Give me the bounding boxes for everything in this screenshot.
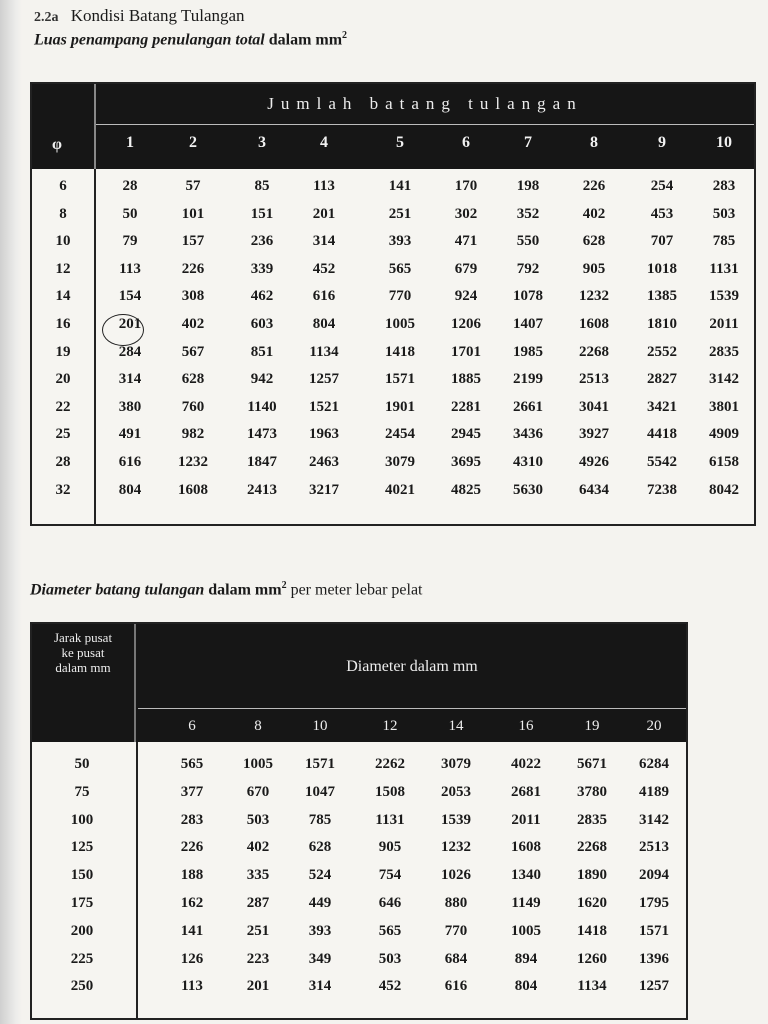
table1-cell: 8042 [709,481,739,498]
table2-cell: 1539 [441,811,471,828]
table2-cell: 1571 [639,922,669,939]
table1-cell: 3695 [451,454,481,470]
table1-row-diameter: 12 [55,260,71,277]
table1-row-diameter: 6 [59,178,67,194]
table1-cell: 4021 [385,481,415,498]
table1-column-header: 7 [524,134,532,151]
table1-cell: 1521 [309,398,339,415]
table2-cell: 1005 [243,756,273,772]
table2-cell: 1795 [639,895,669,911]
table1-corner-cell [32,84,96,169]
table1-cell: 2199 [513,371,543,388]
table2-row-spacing: 250 [70,978,94,995]
table1-cell: 2011 [709,316,739,332]
table2-cell: 770 [444,922,468,939]
table2-cell: 785 [308,811,332,828]
table2-cell: 1260 [577,950,607,967]
table1-cell: 804 [118,481,142,498]
table2-caption-rest: per meter lebar pelat [290,581,423,599]
table1-caption-sup: 2 [342,30,348,41]
table1-cell: 3801 [709,398,739,415]
table1-cell: 567 [181,343,205,360]
table1-column-header: 3 [258,134,266,151]
table1-cell: 628 [181,371,205,388]
table1-cell: 792 [516,260,540,277]
table1-cell: 1810 [647,316,677,332]
table1-caption-italic: Luas penampang penulangan total [34,31,265,49]
table1-cell: 616 [312,288,336,305]
table1-cell: 785 [712,233,736,250]
table2-cell: 1047 [305,783,335,800]
table1-cell: 4909 [709,426,739,443]
table2-column-header: 6 [188,718,196,734]
table1-cell: 4310 [513,454,543,470]
table2-row-spacing: 150 [70,867,94,884]
table2-cell: 283 [180,811,204,828]
table2-cell: 402 [246,839,270,856]
table1-cell: 283 [712,178,736,194]
table1-cell: 402 [181,316,205,332]
table2-cell: 5671 [577,756,607,772]
table1-cell: 226 [582,178,606,194]
table1-cell: 2661 [513,398,543,415]
table2-column-header: 19 [584,718,600,734]
table2-cell: 393 [308,922,332,939]
table2-cell: 2681 [511,783,541,800]
table2-cell: 1005 [511,922,541,939]
table1-cell: 251 [388,205,412,222]
table1-cell: 7238 [647,481,677,498]
table2-row-spacing: 225 [70,950,94,967]
table1-cell: 4926 [579,454,609,470]
section-heading [34,6,245,28]
table1-cell: 339 [250,260,274,277]
table1-cell: 3927 [579,426,609,443]
table1-cell: 226 [181,260,205,277]
table1-cell: 79 [122,233,138,250]
table1-cell: 4825 [451,481,481,498]
table2-cell: 905 [378,839,402,856]
table1-cell: 1701 [451,343,481,360]
table1-cell: 5542 [647,454,677,470]
table1-cell: 1963 [309,426,339,443]
table1-cell: 5630 [513,481,543,498]
table2-cell: 804 [514,978,538,995]
table2-cell: 1340 [511,867,541,884]
table1-span-header: Jumlah batang tulangan [267,94,583,113]
table2-cell: 314 [308,978,332,995]
table1-cell: 154 [118,288,142,305]
table1-cell: 707 [650,233,674,250]
table1-cell: 380 [118,398,142,415]
table1-cell: 2513 [579,371,609,388]
table1-cell: 2454 [385,426,415,443]
table1-cell: 3079 [385,454,415,470]
table1-cell: 141 [388,178,412,194]
table2-cell: 6284 [639,756,669,772]
table1-caption [34,30,347,49]
table1-column-header: 8 [590,134,598,151]
table2-row-spacing: 200 [70,922,94,939]
table2-cell: 126 [180,950,204,967]
table2-cell: 2011 [511,811,541,828]
page-edge-shadow [0,0,22,1024]
table2-column-header: 20 [646,718,662,734]
table2-cell: 3142 [639,811,669,828]
table1-cell: 1134 [309,343,339,360]
table1-cell: 2413 [247,481,277,498]
spacing-header-line: Jarak pusat [53,630,113,645]
table2-cell: 1026 [441,867,471,884]
table1-cell: 302 [454,205,478,222]
table2-cell: 162 [180,895,204,911]
spacing-header-line: ke pusat [61,645,105,660]
table1-cell: 452 [312,260,336,277]
table1-row-diameter: 8 [59,205,67,222]
table2-cell: 452 [378,978,402,995]
table1-cell: 201 [118,316,142,332]
table1-cell: 3217 [309,481,339,498]
table2-cell: 2268 [577,839,607,856]
table2-cell: 3079 [441,756,471,772]
table1-cell: 1407 [513,316,543,332]
table1-cell: 603 [250,316,274,332]
table1-column-divider [94,169,96,524]
table2-cell: 2262 [375,756,405,772]
table1-cell: 1131 [709,260,739,277]
table1-cell: 2945 [451,426,481,443]
table1-cell: 471 [454,233,478,250]
table1-cell: 101 [181,205,205,222]
table1-cell: 1257 [309,371,339,388]
table1-header-divider [96,124,754,125]
table1-row-diameter: 16 [55,316,71,332]
table1-cell: 1078 [513,288,543,305]
table1-cell: 679 [454,260,478,277]
table2-cell: 894 [514,950,538,967]
table1-cell: 1005 [385,316,415,332]
table2-cell: 1571 [305,756,335,772]
table2-cell: 449 [308,895,332,911]
table1-cell: 402 [582,205,606,222]
table2-column-header: 14 [448,718,464,734]
table1-cell: 491 [118,426,142,443]
table2-caption [30,580,423,599]
table2-cell: 223 [246,950,270,967]
table2-cell: 503 [378,950,402,967]
table1-cell: 616 [118,454,142,470]
table1-cell: 2268 [579,343,609,360]
table1-cell: 1608 [178,481,208,498]
table1-cell: 1418 [385,343,415,360]
table1-cell: 2835 [709,343,739,360]
table1-cell: 50 [122,205,138,222]
table1-cell: 565 [388,260,412,277]
table1-cell: 6434 [579,481,609,498]
table1-cell: 314 [118,371,142,388]
table1-cell: 352 [516,205,540,222]
table1-row-diameter: 22 [55,398,71,415]
table2-caption-sup: 2 [281,580,287,591]
table1-cell: 1473 [247,426,277,443]
table1-cell: 550 [516,233,540,250]
table2-cell: 2513 [639,839,669,856]
table2-cell: 754 [378,867,402,884]
table1-cell: 628 [582,233,606,250]
table1-cell: 1232 [579,288,609,305]
table1-cell: 198 [516,178,540,194]
table1-column-header: 1 [126,134,134,151]
table1-cell: 113 [313,178,335,194]
table1-cell: 924 [454,288,478,305]
table1-cell: 1539 [709,288,739,305]
table1-row-diameter: 10 [55,233,71,250]
table1-cell: 453 [650,205,674,222]
table1-cell: 4418 [647,426,677,443]
table-rebar-area-per-meter [30,622,688,1020]
table1-cell: 3421 [647,398,677,415]
table1-cell: 982 [181,426,205,443]
table1-cell: 851 [250,343,274,360]
table2-cell: 141 [180,922,204,939]
table2-cell: 1620 [577,895,607,911]
table1-cell: 2463 [309,454,339,470]
table1-cell: 28 [122,178,138,194]
table1-cell: 85 [254,178,270,194]
table1-column-header: 6 [462,134,470,151]
table1-row-diameter: 14 [55,288,71,305]
table1-cell: 308 [181,288,205,305]
table1-cell: 1018 [647,260,677,277]
table1-cell: 503 [712,205,736,222]
table2-cell: 1149 [511,895,541,911]
table1-cell: 3142 [709,371,739,388]
table2-span-header: Diameter dalam mm [346,658,478,675]
table2-cell: 565 [180,756,204,772]
table1-column-header: 9 [658,134,666,151]
table2-cell: 616 [444,978,468,995]
table2-cell: 349 [308,950,332,967]
table1-cell: 151 [250,205,274,222]
table2-row-spacing: 75 [74,783,90,800]
table1-cell: 760 [181,398,205,415]
table1-row-diameter: 19 [55,343,71,360]
table2-row-spacing: 175 [70,895,94,911]
table2-header-divider [138,708,686,709]
table2-cell: 524 [308,867,332,884]
table2-cell: 335 [246,867,270,884]
table1-cell: 284 [118,343,142,360]
table2-cell: 2094 [639,867,669,884]
diameter-symbol-header: φ [52,136,62,153]
table2-cell: 251 [246,922,270,939]
table1-cell: 1901 [385,398,415,415]
table2-cell: 4189 [639,783,669,800]
table2-cell: 1418 [577,922,607,939]
table-total-rebar-area [30,82,756,526]
table2-cell: 113 [181,978,203,995]
table1-cell: 1206 [451,316,481,332]
table1-cell: 6158 [709,454,739,470]
table2-caption-italic: Diameter batang tulangan [30,581,205,599]
table1-cell: 1885 [451,371,481,388]
table2-cell: 188 [180,867,204,884]
table2-cell: 684 [444,950,468,967]
table2-caption-bold: dalam mm [208,581,282,599]
table1-cell: 942 [250,371,274,388]
table2-cell: 4022 [511,756,541,772]
spacing-header [32,624,136,742]
table1-cell: 157 [181,233,205,250]
table1-cell: 201 [312,205,336,222]
table1-row-diameter: 32 [55,481,71,498]
table1-row-diameter: 20 [55,371,71,388]
section-number: 2.2a [34,10,59,25]
table2-cell: 1131 [375,811,405,828]
table1-cell: 2827 [647,371,677,388]
table2-cell: 628 [308,839,332,856]
table1-cell: 1985 [513,343,543,360]
table2-cell: 3780 [577,783,607,800]
table1-row-diameter: 28 [55,454,71,470]
table2-column-header: 8 [254,718,262,734]
table2-cell: 880 [444,895,468,911]
table1-cell: 236 [250,233,274,250]
table1-row-diameter: 25 [55,426,71,443]
table1-cell: 314 [312,233,336,250]
table2-cell: 377 [180,783,204,800]
table1-cell: 1847 [247,454,277,470]
table1-cell: 905 [582,260,606,277]
table1-caption-rest: dalam mm [268,31,343,49]
table2-cell: 565 [378,922,402,939]
table2-cell: 287 [246,895,270,911]
table1-cell: 2281 [451,398,481,415]
table2-cell: 1232 [441,839,471,856]
table1-cell: 113 [119,260,141,277]
table2-cell: 2053 [441,783,471,800]
table2-cell: 1396 [639,950,669,967]
table1-cell: 1232 [178,454,208,470]
table1-cell: 770 [388,288,412,305]
table2-cell: 1257 [639,978,669,995]
table1-column-header: 2 [189,134,197,151]
section-title: Kondisi Batang Tulangan [70,6,245,25]
table2-cell: 646 [378,895,402,911]
table1-cell: 2552 [647,343,677,360]
table2-cell: 1890 [577,867,607,884]
table2-cell: 1508 [375,783,405,800]
table1-cell: 1385 [647,288,677,305]
table2-row-spacing: 50 [74,756,90,772]
spacing-header-line: dalam mm [55,660,111,675]
table1-cell: 57 [185,178,201,194]
table1-cell: 393 [388,233,412,250]
table1-cell: 1571 [385,371,415,388]
table1-cell: 3436 [513,426,543,443]
table2-cell: 226 [180,839,204,856]
table1-cell: 804 [312,316,336,332]
table2-column-header: 16 [518,718,534,734]
table1-cell: 462 [250,288,274,305]
table1-cell: 1608 [579,316,609,332]
table2-row-spacing: 125 [70,839,94,856]
table1-column-header: 5 [396,134,404,151]
table1-column-header: 4 [320,134,328,151]
table2-cell: 2835 [577,811,607,828]
table2-cell: 1608 [511,839,541,856]
table1-cell: 170 [454,178,478,194]
table1-column-header: 10 [716,134,732,151]
table2-row-spacing: 100 [70,811,94,828]
table2-cell: 201 [246,978,270,995]
table2-column-divider [136,742,138,1018]
table2-cell: 1134 [577,978,607,995]
table2-column-header: 12 [382,718,398,734]
table2-column-header: 10 [312,718,328,734]
table1-cell: 3041 [579,398,609,415]
table2-cell: 503 [246,811,270,828]
table1-cell: 254 [650,178,674,194]
table2-cell: 670 [246,783,270,800]
table1-cell: 1140 [247,398,277,415]
